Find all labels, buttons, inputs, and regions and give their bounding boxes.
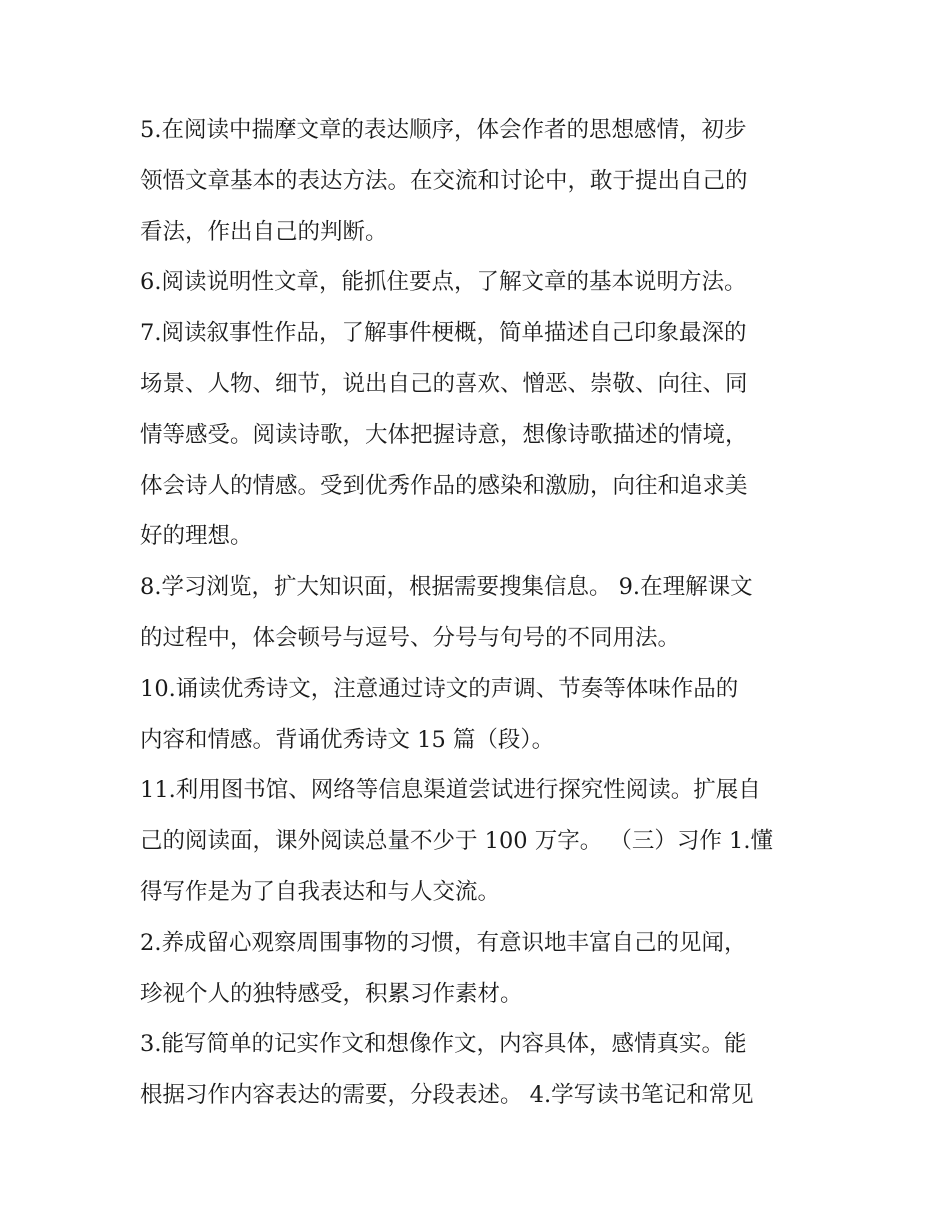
text-line: 看法，作出自己的判断。 [140,218,388,245]
document-body [140,105,815,1121]
text-line: 8.学习浏览，扩大知识面，根据需要搜集信息。 9.在理解课文 [140,574,753,601]
text-line: 根据习作内容表达的需要，分段表述。 4.学写读书笔记和常见 [140,1082,754,1109]
text-line: 11.利用图书馆、网络等信息渠道尝试进行探究性阅读。扩展自 [140,777,761,804]
text-line: 5.在阅读中揣摩文章的表达顺序，体会作者的思想感情，初步 [140,117,747,143]
text-line: 领悟文章基本的表达方法。在交流和讨论中，敢于提出自己的 [140,167,748,194]
text-line: 2.养成留心观察周围事物的习惯，有意识地丰富自己的见闻， [140,929,747,956]
text-line: 的过程中，体会顿号与逗号、分号与句号的不同用法。 [140,624,681,651]
text-line: 场景、人物、细节，说出自己的喜欢、憎恶、崇敬、向往、同 [140,370,748,397]
text-line: 体会诗人的情感。受到优秀作品的感染和激励，向往和追求美 [140,472,748,499]
text-line: 3.能写简单的记实作文和想像作文，内容具体，感情真实。能 [140,1031,747,1058]
text-line: 好的理想。 [140,523,253,550]
text-line: 珍视个人的独特感受，积累习作素材。 [140,980,523,1007]
text-line: 内容和情感。背诵优秀诗文 15 篇（段）。 [140,726,555,753]
text-line: 己的阅读面，课外阅读总量不少于 100 万字。 （三）习作 1.懂 [140,828,774,855]
text-line: 情等感受。阅读诗歌，大体把握诗意，想像诗歌描述的情境， [140,421,748,448]
text-line: 得写作是为了自我表达和与人交流。 [140,878,501,905]
text-line: 10.诵读优秀诗文，注意通过诗文的声调、节奏等体味作品的 [140,675,739,702]
text-line: 7.阅读叙事性作品，了解事件梗概，简单描述自己印象最深的 [140,320,747,347]
text-line: 6.阅读说明性文章，能抓住要点，了解文章的基本说明方法。 [140,269,747,296]
